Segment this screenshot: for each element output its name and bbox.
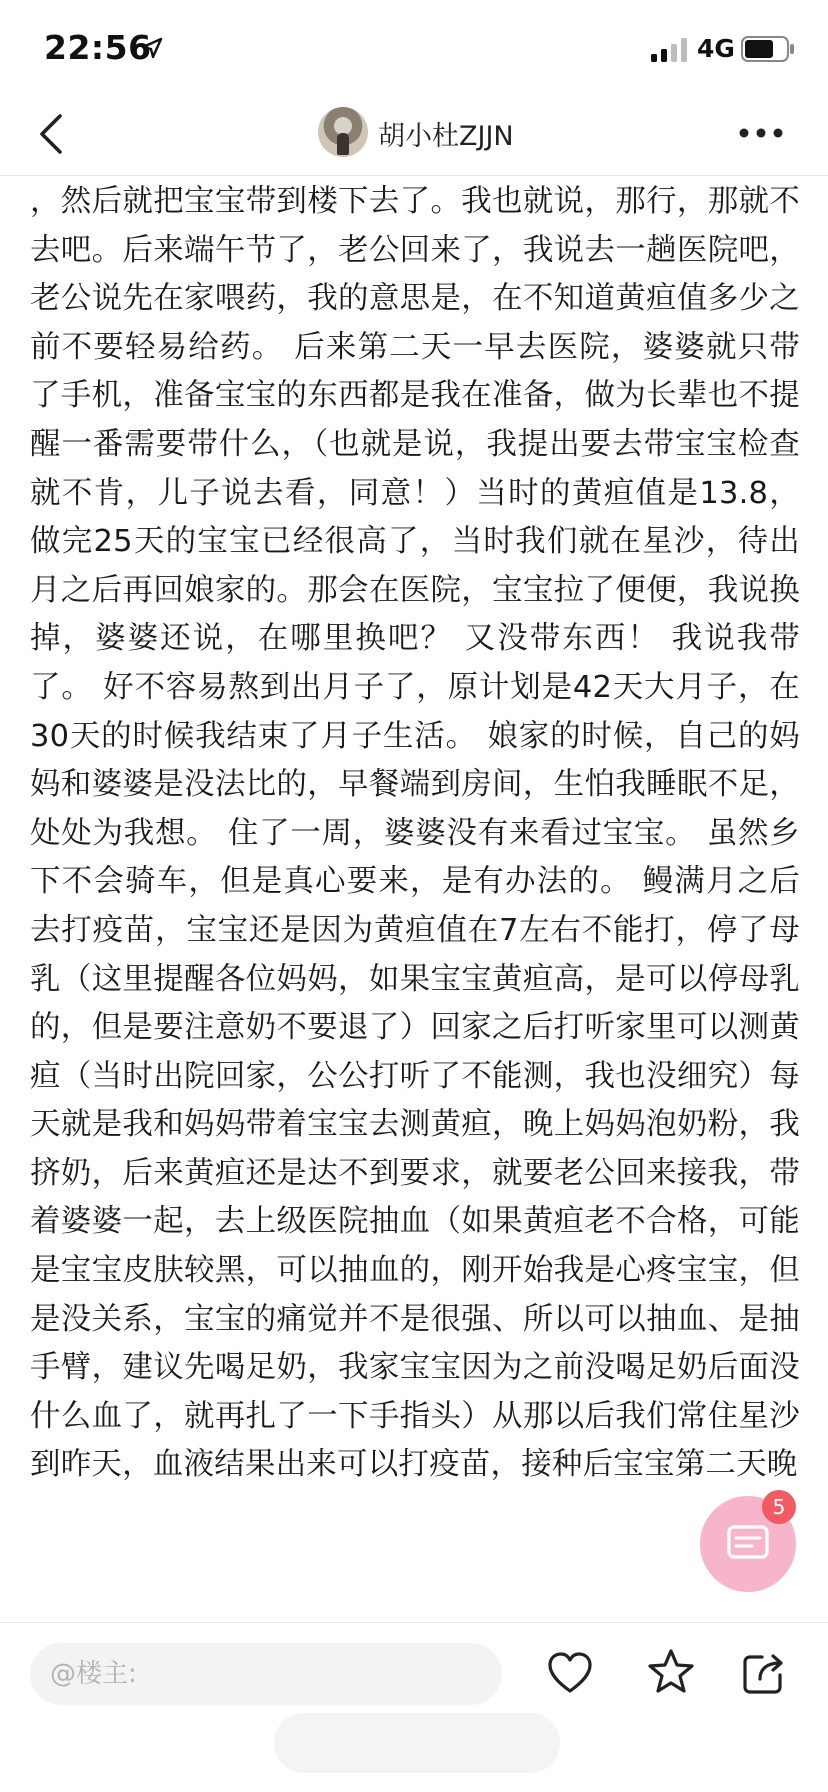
star-icon[interactable] [646, 1647, 696, 1697]
heart-icon[interactable] [546, 1649, 594, 1697]
nav-username[interactable]: 胡小杜ZJJN [378, 121, 514, 152]
home-indicator [274, 1713, 560, 1773]
post-content [30, 178, 800, 1618]
bottom-bar [0, 1622, 828, 1792]
location-arrow-icon [140, 36, 164, 60]
post-body-text: ，然后就把宝宝带到楼下去了。我也就说，那行，那就不去吧。后来端午节了，老公回来了，我说去一趟医院吧，老公说先在家喂药，我的意思是，在不知道黄疸值多少之前不要轻易给药。 后来第二天一早去医院，婆婆就只带了手机，准备宝宝的东西都是我在准备，做为长辈也不提醒一番需要带什么，（也就是说，我提出要去带宝宝检查就不肯，儿子说去看，同意！）当时的黄疸值是13.8，做完25天的宝宝已经很高了，当时我们就在星沙，待出月之后再回娘家的。那会在医院，宝宝拉了便便，我说换掉，婆婆还说，在哪里换吧？ 又没带东西！ 我说我带了。 好不容易熬到出月子了，原计划是42天大月子，在30天的时候我结束了月子生活。 娘家的时候，自己的妈妈和婆婆是没法比的，早餐端到房间，生怕我睡眠不足，处处为我想。 住了一周，婆婆没有来看过宝宝。 虽然乡下不会骑车，但是真心要来，是有办法的。 鳗满月之后去打疫苗，宝宝还是因为黄疸值在7左右不能打，停了母乳（这里提醒各位妈妈，如果宝宝黄疸高，是可以停母乳的，但是要注意奶不要退了）回家之后打听家里可以测黄疸（当时出院回家，公公打听了不能测，我也没细究）每天就是我和妈妈带着宝宝去测黄疸，晚上妈妈泡奶粉，我挤奶，后来黄疸还是达不到要求，就要老公回来接我，带着婆婆一起，去上级医院抽血（如果黄疸老不合格，可能是宝宝皮肤较黑，可以抽血的，刚开始我是心疼宝宝，但是没关系，宝宝的痛觉并不是很强、所以可以抽血、是抽手臂，建议先喝足奶，我家宝宝因为之前没喝足奶后面没什么血了，就再扎了一下手指头）从那以后我们常住星沙到昨天，血液结果出来可以打疫苗，接种后宝宝第二天晚 [30, 184, 800, 1483]
signal-icon [651, 38, 691, 62]
avatar[interactable] [318, 107, 368, 157]
battery-icon [741, 36, 795, 62]
reply-input[interactable] [30, 1643, 502, 1705]
notification-badge: 5 [762, 1490, 796, 1524]
status-bar [0, 0, 828, 92]
back-icon[interactable] [34, 110, 70, 158]
more-icon[interactable] [738, 118, 784, 148]
network-type: 4G [697, 34, 735, 63]
share-icon[interactable] [740, 1649, 788, 1697]
nav-bar [0, 92, 828, 176]
message-icon [726, 1524, 770, 1564]
status-time: 22:56 [44, 28, 152, 67]
